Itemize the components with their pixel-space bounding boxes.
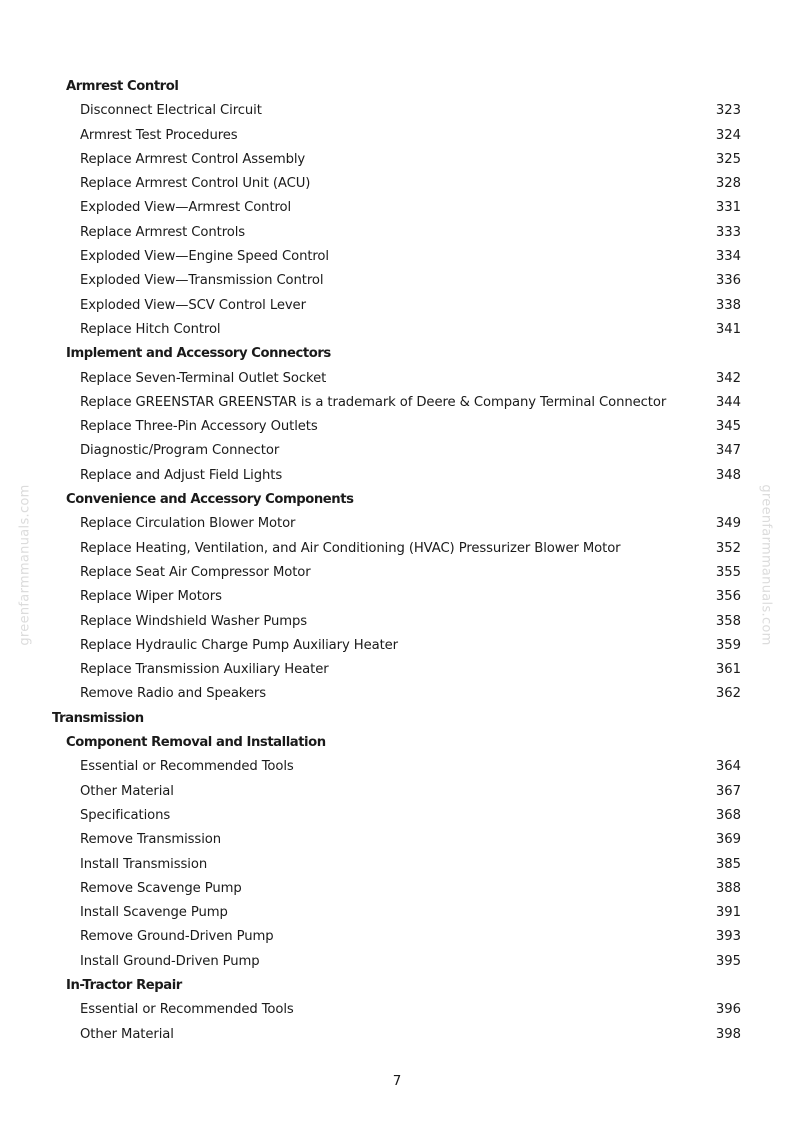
toc-entry[interactable]	[0, 294, 794, 318]
toc-entry-page-number: 352	[715, 540, 741, 556]
toc-entry-page-number: 385	[715, 856, 741, 872]
toc-entry-title: Essential or Recommended Tools	[80, 759, 294, 775]
toc-entry-title: Replace Armrest Control Unit (ACU)	[80, 176, 311, 192]
toc-entry-page-number: 393	[715, 929, 741, 945]
toc-entry-page-number: 396	[715, 1002, 741, 1018]
toc-entry-title: Disconnect Electrical Circuit	[80, 103, 262, 119]
toc-entry-page-number: 345	[715, 419, 741, 435]
toc-entry[interactable]	[0, 901, 794, 925]
toc-entry-page-number: 391	[715, 905, 741, 921]
toc-entry[interactable]	[0, 537, 794, 561]
toc-entry-title: Replace Hitch Control	[80, 321, 221, 337]
toc-entry-page-number: 358	[715, 613, 741, 629]
toc-entry-page-number: 359	[715, 637, 741, 653]
toc-entry-page-number: 362	[715, 686, 741, 702]
watermark-left: greenfarmmanuals.com	[17, 484, 33, 646]
toc-entry-title: Replace Armrest Controls	[80, 224, 246, 240]
toc-entry-page-number: 355	[715, 564, 741, 580]
toc-entry[interactable]	[0, 561, 794, 585]
toc-entry[interactable]	[0, 1023, 794, 1047]
toc-entry[interactable]	[0, 148, 794, 172]
toc-entry-title: Replace Hydraulic Charge Pump Auxiliary Heater	[80, 637, 398, 653]
toc-entry[interactable]	[0, 124, 794, 148]
toc-entry-title: Remove Radio and Speakers	[80, 686, 266, 702]
toc-entry-page-number: 388	[715, 880, 741, 896]
toc-entry[interactable]	[0, 998, 794, 1022]
toc-entry-title: Exploded View—Armrest Control	[80, 200, 292, 216]
toc-entry-title: Component Removal and Installation	[66, 735, 326, 751]
toc-entry[interactable]	[0, 682, 794, 706]
toc-entry-title: Convenience and Accessory Components	[66, 492, 354, 508]
toc-entry[interactable]	[0, 780, 794, 804]
toc-entry[interactable]	[0, 391, 794, 415]
toc-entry[interactable]	[0, 512, 794, 536]
toc-entry-title: Replace and Adjust Field Lights	[80, 467, 283, 483]
toc-entry-page-number: 323	[715, 103, 741, 119]
toc-entry-page-number: 364	[715, 759, 741, 775]
toc-section-heading	[0, 75, 794, 99]
toc-entry-title: Diagnostic/Program Connector	[80, 443, 280, 459]
toc-entry[interactable]	[0, 755, 794, 779]
toc-entry-title: Transmission	[52, 710, 144, 726]
toc-entry-title: Replace Armrest Control Assembly	[80, 151, 306, 167]
toc-entry-page-number: 368	[715, 807, 741, 823]
toc-entry[interactable]	[0, 318, 794, 342]
toc-entry-title: In-Tractor Repair	[66, 977, 182, 993]
toc-entry-title: Specifications	[80, 807, 171, 823]
toc-entry-page-number: 348	[715, 467, 741, 483]
toc-entry[interactable]	[0, 634, 794, 658]
toc-entry-title: Replace Heating, Ventilation, and Air Conditioning (HVAC) Pressurizer Blower Motor	[80, 540, 621, 556]
toc-entry-page-number: 324	[715, 127, 741, 143]
toc-entry[interactable]	[0, 925, 794, 949]
toc-entry-page-number: 341	[715, 321, 741, 337]
toc-entry-title: Exploded View—Transmission Control	[80, 273, 324, 289]
toc-entry-page-number: 361	[715, 662, 741, 678]
toc-entry-page-number: 398	[715, 1026, 741, 1042]
toc-entry[interactable]	[0, 99, 794, 123]
toc-entry[interactable]	[0, 245, 794, 269]
toc-entry-title: Replace Three-Pin Accessory Outlets	[80, 419, 318, 435]
toc-entry-title: Remove Transmission	[80, 832, 221, 848]
toc-entry-title: Remove Ground-Driven Pump	[80, 929, 274, 945]
toc-entry-page-number: 369	[715, 832, 741, 848]
toc-entry-title: Install Transmission	[80, 856, 208, 872]
page-number: 7	[392, 1073, 402, 1089]
toc-section-heading	[0, 731, 794, 755]
toc-entry[interactable]	[0, 853, 794, 877]
toc-entry-page-number: 331	[715, 200, 741, 216]
toc-entry-title: Replace Windshield Washer Pumps	[80, 613, 308, 629]
toc-entry-title: Replace Seat Air Compressor Motor	[80, 564, 311, 580]
toc-entry-title: Implement and Accessory Connectors	[66, 346, 331, 362]
toc-entry[interactable]	[0, 804, 794, 828]
toc-entry[interactable]	[0, 439, 794, 463]
toc-entry-title: Replace Circulation Blower Motor	[80, 516, 296, 532]
toc-entry-title: Armrest Control	[66, 79, 179, 94]
toc-entry-title: Install Scavenge Pump	[80, 905, 228, 921]
watermark-right: greenfarmmanuals.com	[758, 484, 774, 646]
toc-entry[interactable]	[0, 610, 794, 634]
toc-entry-page-number: 347	[715, 443, 741, 459]
toc-entry-title: Armrest Test Procedures	[80, 127, 238, 143]
toc-entry-title: Install Ground-Driven Pump	[80, 953, 260, 969]
toc-entry-title: Other Material	[80, 1026, 174, 1042]
toc-entry-page-number: 367	[715, 783, 741, 799]
toc-entry-page-number: 395	[715, 953, 741, 969]
toc-entry-page-number: 349	[715, 516, 741, 532]
toc-entry[interactable]	[0, 585, 794, 609]
toc-section-heading	[0, 974, 794, 998]
toc-entry[interactable]	[0, 196, 794, 220]
toc-chapter-heading	[0, 707, 794, 731]
toc-entry[interactable]	[0, 367, 794, 391]
toc-entry[interactable]	[0, 415, 794, 439]
toc-entry-page-number: 344	[715, 394, 741, 410]
toc-entry-title: Exploded View—Engine Speed Control	[80, 249, 329, 265]
toc-entry-page-number: 325	[715, 151, 741, 167]
toc-entry-page-number: 334	[715, 249, 741, 265]
toc-entry-page-number: 336	[715, 273, 741, 289]
toc-entry-page-number: 342	[715, 370, 741, 386]
toc-entry[interactable]	[0, 658, 794, 682]
toc-entry-title: Exploded View—SCV Control Lever	[80, 297, 306, 313]
toc-entry[interactable]	[0, 221, 794, 245]
toc-entry-title: Replace Transmission Auxiliary Heater	[80, 662, 329, 678]
toc-entry-title: Replace Seven-Terminal Outlet Socket	[80, 370, 327, 386]
toc-entry[interactable]	[0, 950, 794, 974]
toc-entry-title: Replace GREENSTAR GREENSTAR is a trademark of Deere & Company Terminal Connector	[80, 394, 667, 410]
toc-entry-page-number: 328	[715, 176, 741, 192]
toc-section-heading	[0, 488, 794, 512]
toc-entry-title: Essential or Recommended Tools	[80, 1002, 294, 1018]
toc-entry-title: Remove Scavenge Pump	[80, 880, 242, 896]
toc-entry-page-number: 338	[715, 297, 741, 313]
toc-entry-page-number: 356	[715, 589, 741, 605]
toc-entry[interactable]	[0, 828, 794, 852]
toc-section-heading	[0, 342, 794, 366]
toc-entry[interactable]	[0, 172, 794, 196]
toc-entry-page-number: 333	[715, 224, 741, 240]
toc-entry-title: Other Material	[80, 783, 174, 799]
toc-entry[interactable]	[0, 877, 794, 901]
table-of-contents	[0, 75, 794, 1047]
toc-entry-title: Replace Wiper Motors	[80, 589, 222, 605]
toc-entry[interactable]	[0, 269, 794, 293]
toc-entry[interactable]	[0, 464, 794, 488]
